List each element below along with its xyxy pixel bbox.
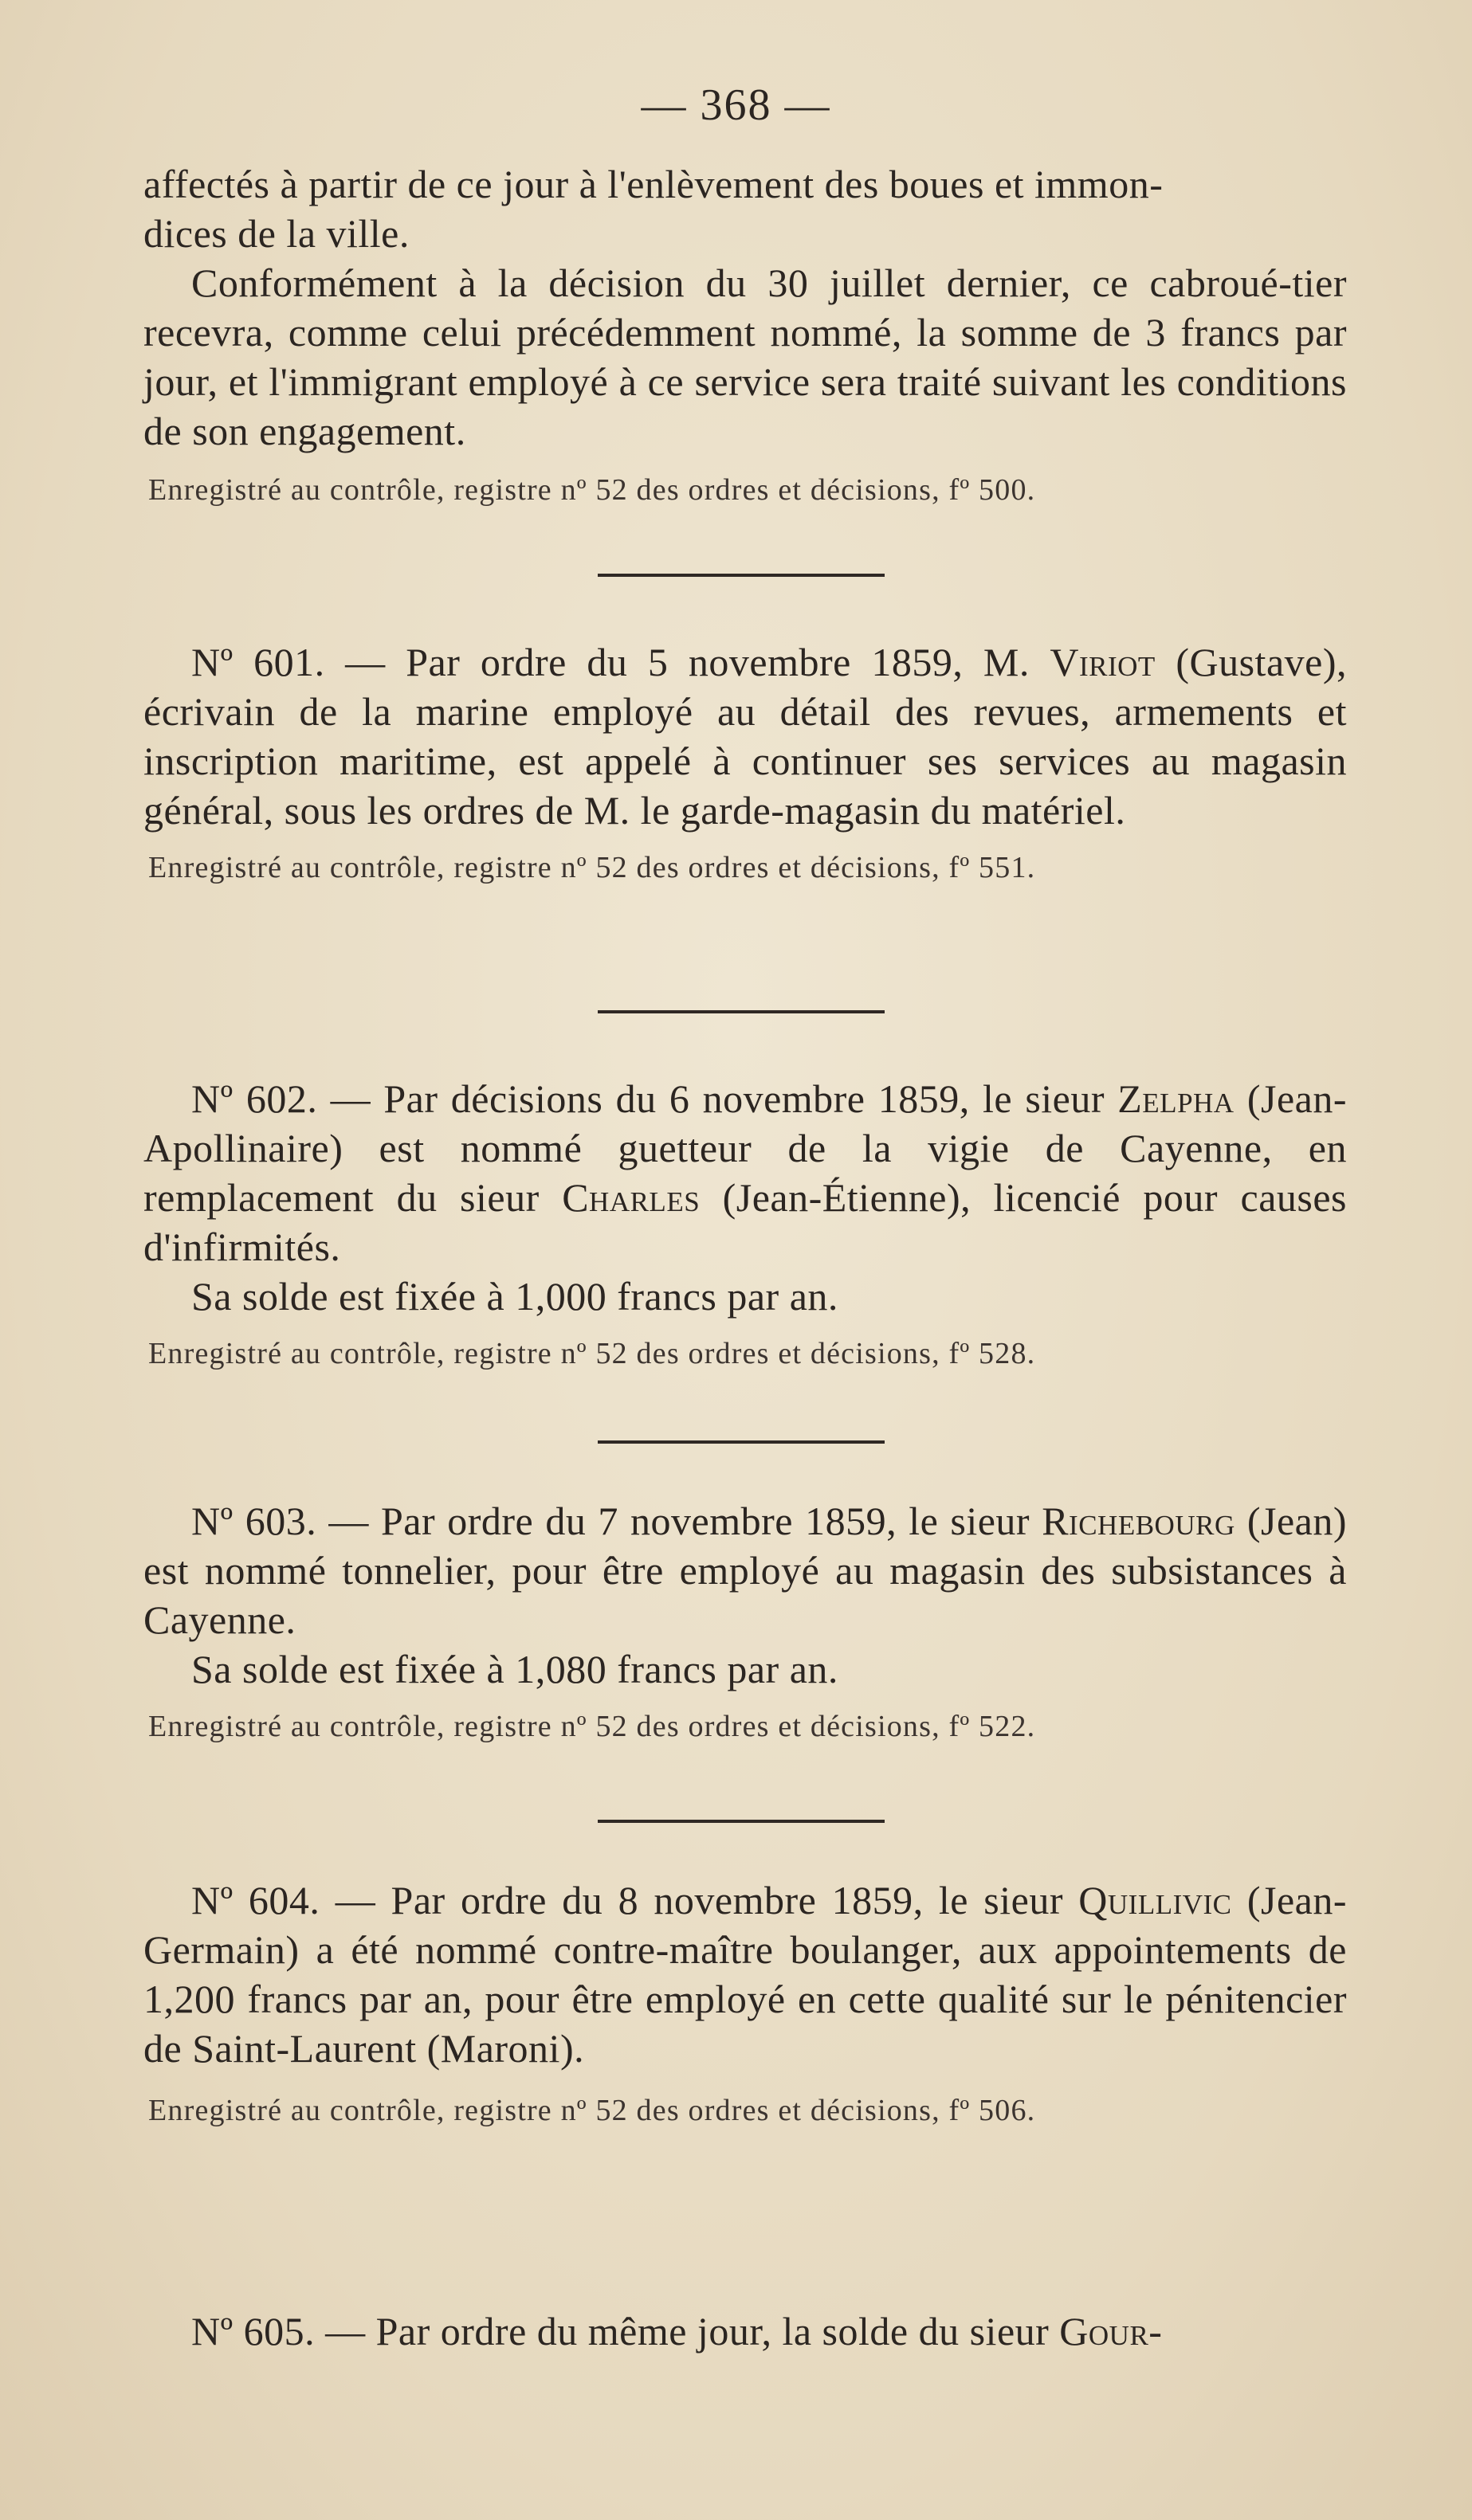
- entry-paragraph: [143, 1875, 1347, 2073]
- entry-text: — Par ordre du 7 novembre 1859, le sieur: [316, 1499, 1042, 1543]
- entry-603: [143, 1496, 1347, 1746]
- entry-number: Nº 602.: [191, 1076, 318, 1121]
- person-name: Gour-: [1059, 2309, 1163, 2353]
- entry-number: Nº 603.: [191, 1499, 317, 1543]
- continuation-line-2: dices de la ville.: [143, 211, 410, 256]
- entry-text: (Jean-Apollinaire) est nommé guetteur de la vigie de Cayenne, en remplacement du sieur: [143, 1076, 1347, 1220]
- entry-paragraph: [143, 637, 1347, 835]
- entry-text: — Par décisions du 6 novembre 1859, le sieur: [317, 1076, 1118, 1121]
- register-note: Enregistré au contrôle, registre nº 52 des ordres et décisions, fº 551.: [148, 851, 1036, 884]
- entry-602: [143, 1074, 1347, 1374]
- register-note: Enregistré au contrôle, registre nº 52 des ordres et décisions, fº 500.: [148, 473, 1036, 507]
- continuation-block: [143, 159, 1347, 510]
- solde-line: Sa solde est fixée à 1,000 francs par an.: [191, 1274, 838, 1319]
- separator-rule: [598, 1440, 885, 1444]
- separator-rule: [598, 574, 885, 577]
- entry-text: (Jean) est nommé tonnelier, pour être employé au magasin des subsistances à Cayenne.: [143, 1499, 1347, 1642]
- entry-text: — Par ordre du 5 novembre 1859, M.: [324, 640, 1050, 684]
- entry-604: [143, 1875, 1347, 2130]
- register-note: Enregistré au contrôle, registre nº 52 des ordres et décisions, fº 506.: [148, 2094, 1036, 2127]
- entry-number: Nº 601.: [191, 640, 325, 684]
- separator-rule: [598, 1010, 885, 1013]
- entry-paragraph: [143, 2306, 1347, 2356]
- page-number: — 368 —: [641, 80, 831, 130]
- entry-text: (Gustave), écrivain de la marine employé au détail des revues, armements et inscription maritime, est appelé à continuer ses services au magasin général, sous les ordres de M. le garde-magasin du matériel.: [143, 640, 1347, 833]
- entry-601: [143, 637, 1347, 888]
- solde-line: Sa solde est fixée à 1,080 francs par an.: [191, 1647, 838, 1691]
- entry-605: [143, 2306, 1347, 2356]
- person-name: Viriot: [1050, 640, 1156, 684]
- entry-text: (Jean-Germain) a été nommé contre-maître boulanger, aux appointements de 1,200 francs par an, pour être employé en cette qualité sur le pénitencier de Saint-Laurent (Maroni).: [143, 1878, 1347, 2071]
- entry-paragraph: [143, 1074, 1347, 1272]
- entry-text: — Par ordre du même jour, la solde du sieur: [315, 2309, 1060, 2353]
- continuation-paragraph: Conformément à la décision du 30 juillet dernier, ce cabroué-tier recevra, comme celui précédemment nommé, la somme de 3 francs par jour, et l'immigrant employé à ce service sera traité suivant les conditions de son engagement.: [143, 261, 1347, 453]
- entry-paragraph: [143, 1496, 1347, 1644]
- person-name: Quillivic: [1078, 1878, 1232, 1922]
- entry-number: Nº 604.: [191, 1878, 320, 1922]
- person-name: Richebourg: [1042, 1499, 1235, 1543]
- register-note: Enregistré au contrôle, registre nº 52 des ordres et décisions, fº 522.: [148, 1710, 1036, 1743]
- person-name: Zelpha: [1117, 1076, 1235, 1121]
- entry-number: Nº 605.: [191, 2309, 316, 2353]
- person-name: Charles: [562, 1175, 701, 1220]
- entry-text: — Par ordre du 8 novembre 1859, le sieur: [320, 1878, 1079, 1922]
- register-note: Enregistré au contrôle, registre nº 52 des ordres et décisions, fº 528.: [148, 1337, 1036, 1370]
- entry-text: (Jean-Étienne), licencié pour causes d'infirmités.: [143, 1175, 1348, 1269]
- continuation-line-1: affectés à partir de ce jour à l'enlèvement des boues et immon-: [143, 162, 1164, 206]
- separator-rule: [598, 1820, 885, 1823]
